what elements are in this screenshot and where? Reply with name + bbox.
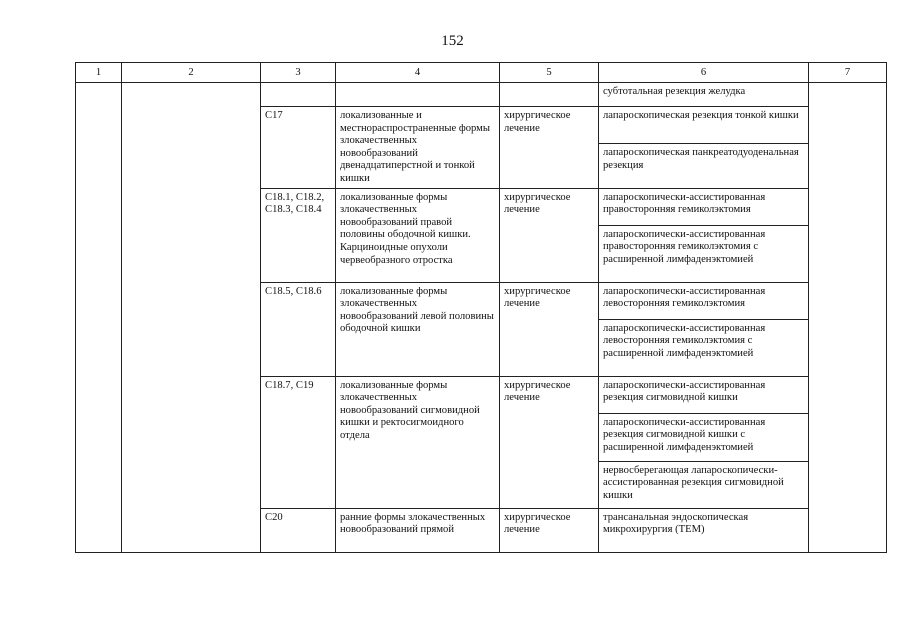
column-header: 4 <box>336 63 500 83</box>
treatment-method-cell: трансанальная эндоскопическая микрохирургия (TEM) <box>599 508 809 552</box>
diagnosis-description-cell: локализованные формы злокачественных новообразований левой половины ободочной кишки <box>336 282 500 376</box>
icd-code-cell <box>261 83 336 107</box>
treatment-type-cell <box>500 83 599 107</box>
treatment-method-cell: лапароскопически-ассистированная правосторонняя гемиколэктомия с расширенной лимфаденэктомией <box>599 225 809 282</box>
treatment-type-cell: хирургическое лечение <box>500 107 599 189</box>
column-header: 3 <box>261 63 336 83</box>
column-header: 2 <box>122 63 261 83</box>
cell-column-1 <box>76 83 122 553</box>
icd-code-cell: C18.5, C18.6 <box>261 282 336 376</box>
cell-column-7 <box>809 83 887 553</box>
diagnosis-description-cell: локализованные и местнораспространенные формы злокачественных новообразований двенадцатиперстной и тонкой кишки <box>336 107 500 189</box>
treatment-method-cell: нервосберегающая лапароскопически-ассистированная резекция сигмовидной кишки <box>599 461 809 508</box>
column-header: 6 <box>599 63 809 83</box>
treatment-method-cell: субтотальная резекция желудка <box>599 83 809 107</box>
header-row <box>76 63 887 83</box>
diagnosis-description-cell: локализованные формы злокачественных новообразований правой половины ободочной кишки. Карциноидные опухоли червеобразного отростка <box>336 188 500 282</box>
icd-code-cell: C20 <box>261 508 336 552</box>
treatment-type-cell: хирургическое лечение <box>500 376 599 508</box>
column-header: 1 <box>76 63 122 83</box>
treatment-type-cell: хирургическое лечение <box>500 282 599 376</box>
icd-code-cell: C17 <box>261 107 336 189</box>
page-number: 152 <box>441 33 464 49</box>
treatment-method-cell: лапароскопическая панкреатодуоденальная резекция <box>599 144 809 188</box>
diagnosis-description-cell <box>336 83 500 107</box>
icd-code-cell: C18.7, C19 <box>261 376 336 508</box>
procedures-table <box>75 62 887 553</box>
treatment-type-cell: хирургическое лечение <box>500 508 599 552</box>
treatment-method-cell: лапароскопически-ассистированная резекция сигмовидной кишки с расширенной лимфаденэктомией <box>599 413 809 461</box>
column-header: 7 <box>809 63 887 83</box>
column-header: 5 <box>500 63 599 83</box>
diagnosis-description-cell: ранние формы злокачественных новообразований прямой <box>336 508 500 552</box>
treatment-method-cell: лапароскопически-ассистированная левосторонняя гемиколэктомия <box>599 282 809 319</box>
treatment-type-cell: хирургическое лечение <box>500 188 599 282</box>
treatment-method-cell: лапароскопическая резекция тонкой кишки <box>599 107 809 144</box>
icd-code-cell: C18.1, C18.2, C18.3, C18.4 <box>261 188 336 282</box>
table-row <box>76 83 887 107</box>
treatment-method-cell: лапароскопически-ассистированная резекция сигмовидной кишки <box>599 376 809 413</box>
cell-column-2 <box>122 83 261 553</box>
diagnosis-description-cell: локализованные формы злокачественных новообразований сигмовидной кишки и ректосигмоидного отдела <box>336 376 500 508</box>
treatment-method-cell: лапароскопически-ассистированная левосторонняя гемиколэктомия с расширенной лимфаденэктомией <box>599 319 809 376</box>
treatment-method-cell: лапароскопически-ассистированная правосторонняя гемиколэктомия <box>599 188 809 225</box>
